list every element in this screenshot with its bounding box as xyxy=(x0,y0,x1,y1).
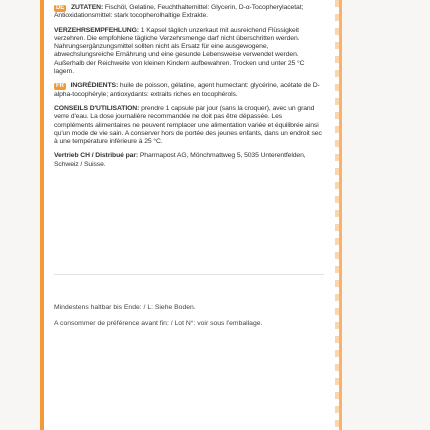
de-dosage-label: VERZEHRSEMPFEHLUNG: xyxy=(54,26,139,34)
fr-badge: FR xyxy=(56,83,64,90)
de-dosage xyxy=(54,27,322,77)
best-before-fr xyxy=(54,320,322,328)
de-dosage-text: 1 Kapsel täglich unzerkaut mit ausreichend Flüssigkeit verzehren. Die empfohlene tägliche Verzehrsmenge darf nicht überschritten werden. Nahrungsergänzungsmittel sollten nicht als Ersatz für eine ausgewogene, abwechslungsreiche Ernährung und eine gesunde Lebensweise verwendet werden. Außerhalb der Reichweite von kleinen Kindern aufbewahren. Trocken und unter 25 °C lagern. xyxy=(54,26,305,76)
divider xyxy=(54,274,324,275)
distributor-label: Vertrieb CH / Distribué par: xyxy=(54,152,139,160)
fr-dosage-text: prendre 1 capsule par jour (sans la croquer), avec un grand verre d'eau. La dose journalière recommandée ne doit pas être dépassée. Les compléments alimentaires ne peuvent remplacer une alimentation variée et équilibrée ainsi qu'un mode de vie sain. A conserver hors de portée des jeunes enfants, dans un endroit sec à une température inférieure à 25 °C. xyxy=(54,104,322,146)
label-text xyxy=(54,4,322,175)
distributor-block xyxy=(54,152,322,169)
best-before-de-text: Mindestens haltbar bis Ende: / L: Siehe Boden. xyxy=(54,304,196,311)
dashed-edge xyxy=(335,0,341,430)
distributor-address: Mönchmattweg 5, 5035 Unterentfelden, Schweiz / Suisse. xyxy=(54,152,306,168)
left-accent-bar xyxy=(40,0,44,430)
fr-ingredients-label: INGRÉDIENTS: xyxy=(70,82,119,90)
fr-ingredients-text: huile de poisson, gélatine, agent humectant: glycérine, acétate de D-alpha-tocophéryle; antioxydants: extraits riches en tocophérols. xyxy=(54,82,320,98)
de-ingredients xyxy=(54,4,322,21)
distributor-name: Pharmapost AG, xyxy=(139,152,189,160)
de-ingredients-text: Fischöl, Gelatine, Feuchthaltemittel: Glycerin, D-α-Tocopherylacetat; Antioxidationsmittel: stark tocopherolhaltige Extrakte. xyxy=(54,4,304,20)
best-before-de xyxy=(54,304,322,312)
fr-dosage-label: CONSEILS D'UTILISATION: xyxy=(54,104,140,112)
best-before-fr-text: A consommer de préférence avant fin: / Lot N°: voir sous l'emballage. xyxy=(54,320,263,327)
de-badge: DE xyxy=(56,5,65,11)
de-ingredients-label: ZUTATEN: xyxy=(70,4,104,11)
fr-ingredients xyxy=(54,82,322,99)
fr-dosage xyxy=(54,105,322,146)
label-panel xyxy=(40,0,342,430)
